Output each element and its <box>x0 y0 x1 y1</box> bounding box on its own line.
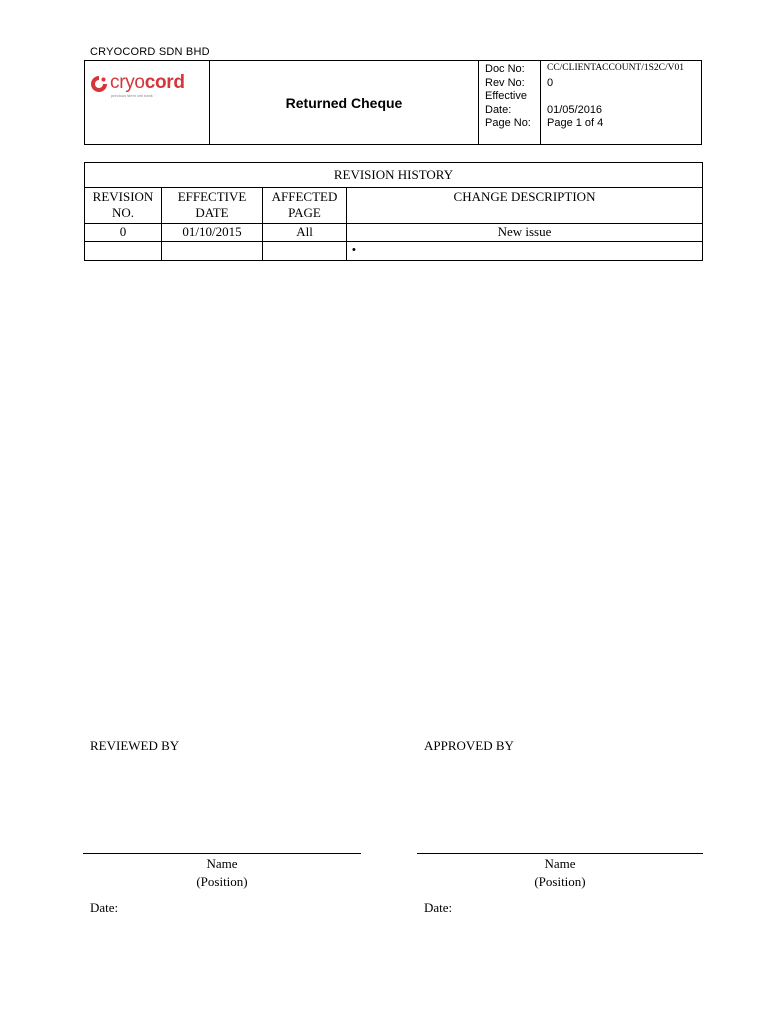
document-header <box>84 60 702 145</box>
revision-history-table <box>84 162 703 261</box>
date-label: Date: <box>485 104 512 116</box>
column-header: REVISION NO. <box>85 188 162 224</box>
table-cell: New issue <box>347 224 703 242</box>
table-cell: All <box>263 224 347 242</box>
approved-by-label: APPROVED BY <box>424 738 514 753</box>
company-logo <box>90 72 205 100</box>
approver-name: Name <box>544 856 576 871</box>
doc-no-value: CC/CLIENTACCOUNT/1S2C/V01 <box>547 63 684 73</box>
table-cell: 0 <box>85 224 162 242</box>
reviewer-position: (Position) <box>196 874 248 889</box>
effective-label: Effective <box>485 90 527 102</box>
approver-position: (Position) <box>534 874 586 889</box>
effective-date-value: 01/05/2016 <box>547 104 603 116</box>
logo-tagline: precious stem cell bank <box>111 93 153 98</box>
column-header: AFFECTED PAGE <box>263 188 347 224</box>
doc-no-label: Doc No: <box>485 63 525 75</box>
column-header: CHANGE DESCRIPTION <box>347 188 703 224</box>
rev-no-label: Rev No: <box>485 77 525 89</box>
divider <box>540 61 541 144</box>
table-cell: 01/10/2015 <box>162 224 263 242</box>
column-header: EFFECTIVE DATE <box>162 188 263 224</box>
table-cell <box>162 242 263 261</box>
reviewer-date-label: Date: <box>90 900 119 915</box>
document-title: Returned Cheque <box>285 95 403 111</box>
reviewer-name: Name <box>206 856 238 871</box>
approver-signature-line <box>417 853 703 854</box>
page-no-value: Page 1 of 4 <box>547 117 604 129</box>
bullet-cell: • <box>347 242 703 261</box>
divider <box>478 61 479 144</box>
approver-date-label: Date: <box>424 900 453 915</box>
table-cell <box>85 242 162 261</box>
logo-swirl-icon <box>90 75 108 93</box>
reviewer-signature-line <box>83 853 361 854</box>
table-row <box>85 242 703 261</box>
table-cell <box>263 242 347 261</box>
page-no-label: Page No: <box>485 117 531 129</box>
company-name: CRYOCORD SDN BHD <box>90 46 210 58</box>
table-title: REVISION HISTORY <box>85 163 703 188</box>
logo-wordmark: cryocord <box>110 72 185 93</box>
rev-no-value: 0 <box>547 77 554 89</box>
reviewed-by-label: REVIEWED BY <box>90 738 180 753</box>
table-row <box>85 224 703 242</box>
